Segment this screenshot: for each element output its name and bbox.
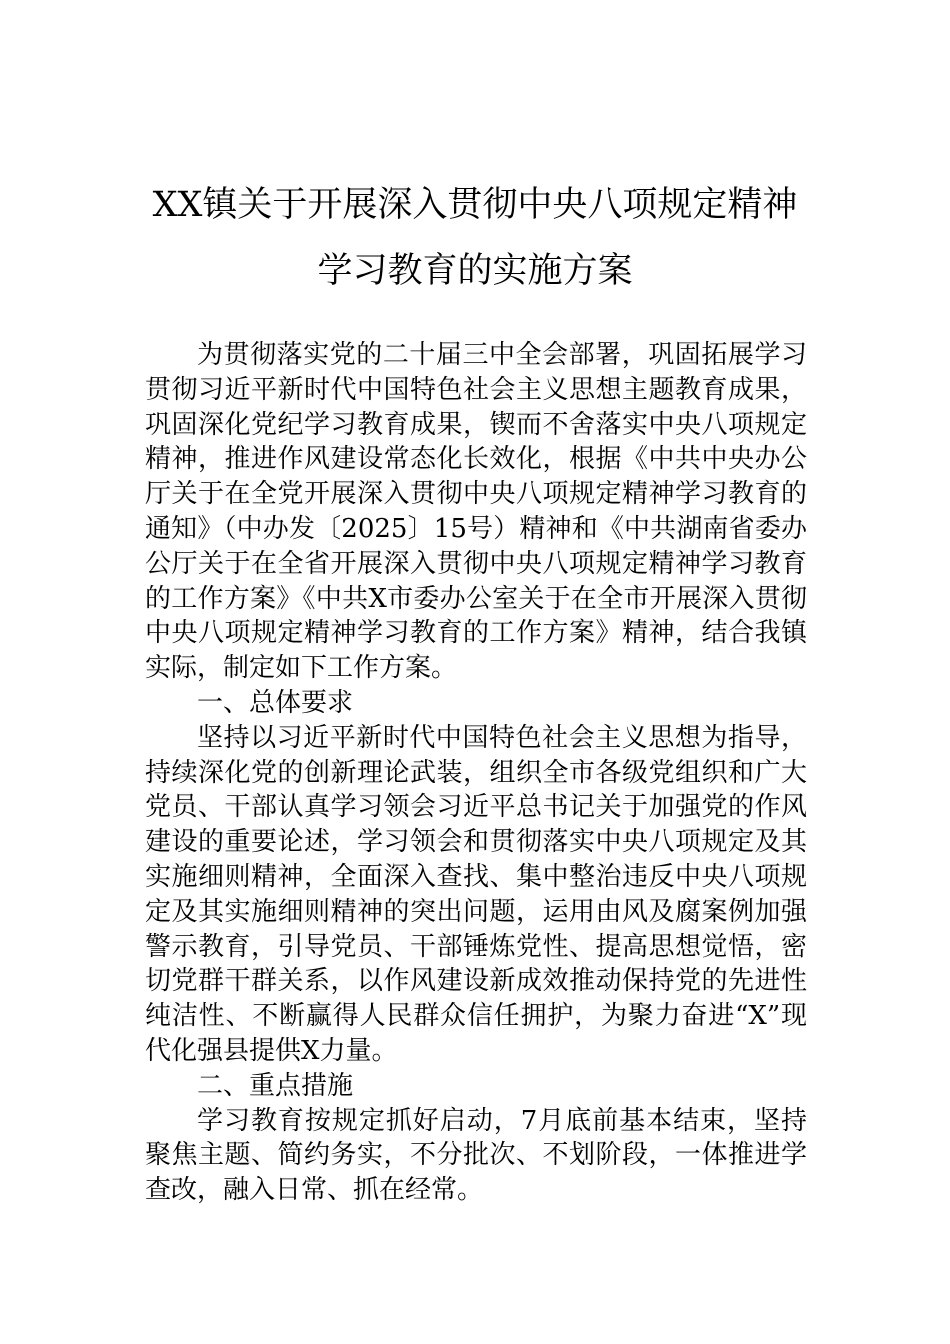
section-paragraph-overall-requirements: 坚持以习近平新时代中国特色社会主义思想为指导，持续深化党的创新理论武装，组织全市各级党组织和广大党员、干部认真学习领会习近平总书记关于加强党的作风建设的重要论述，学习领会和贯彻落实中央八项规定及其实施细则精神，全面深入查找、集中整治违反中央八项规定及其实施细则精神的突出问题，运用由风及腐案例加强警示教育，引导党员、干部锤炼党性、提高思想觉悟，密切党群干群关系，以作风建设新成效推动保持党的先进性纯洁性、不断赢得人民群众信任拥护，为聚力奋进“X”现代化强县提供X力量。	[145, 722, 807, 1066]
document-body	[145, 338, 807, 1208]
section-paragraph-key-measures: 学习教育按规定抓好启动，7月底前基本结束，坚持聚焦主题、简约务实，不分批次、不划阶段，一体推进学查改，融入日常、抓在经常。	[145, 1105, 807, 1206]
document-title	[100, 172, 850, 304]
intro-paragraph: 为贯彻落实党的二十届三中全会部署，巩固拓展学习贯彻习近平新时代中国特色社会主义思想主题教育成果，巩固深化党纪学习教育成果，锲而不舍落实中央八项规定精神，推进作风建设常态化长效化，根据《中共中央办公厅关于在全党开展深入贯彻中央八项规定精神学习教育的通知》（中办发〔2025〕15号）精神和《中共湖南省委办公厅关于在全省开展深入贯彻中央八项规定精神学习教育的工作方案》《中共X市委办公室关于在全市开展深入贯彻中央八项规定精神学习教育的工作方案》精神，结合我镇实际，制定如下工作方案。	[145, 340, 807, 684]
section-heading-overall-requirements: 一、总体要求	[197, 687, 354, 718]
section-heading-key-measures: 二、重点措施	[197, 1070, 354, 1101]
title-line-1: XX镇关于开展深入贯彻中央八项规定精神	[152, 185, 798, 225]
title-line-2: 学习教育的实施方案	[317, 251, 633, 291]
